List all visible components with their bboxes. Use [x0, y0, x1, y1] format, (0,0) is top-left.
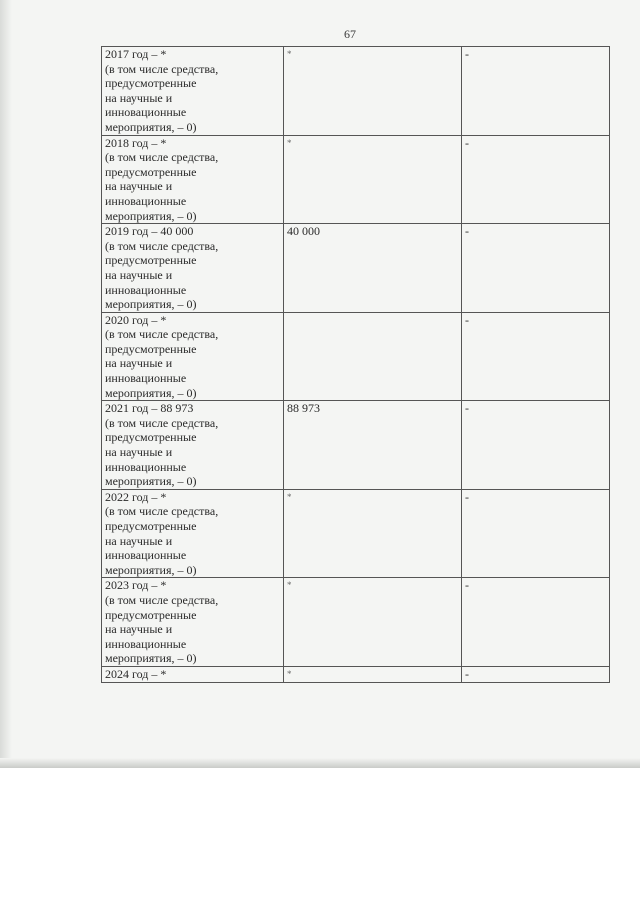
- other-sources-value: -: [465, 666, 469, 681]
- year-cell: [102, 224, 284, 313]
- table-row: [102, 135, 610, 224]
- amount-cell: [284, 401, 462, 490]
- year-cell: [102, 578, 284, 667]
- year-amount-text: 2019 год – 40 000: [105, 224, 194, 239]
- amount-cell: [284, 224, 462, 313]
- other-sources-cell: [462, 489, 610, 578]
- note-line: (в том числе средства,: [105, 592, 219, 607]
- other-sources-value: -: [465, 47, 469, 61]
- amount-cell: [284, 312, 462, 401]
- note-line: предусмотренные: [105, 519, 197, 533]
- other-sources-cell: [462, 135, 610, 224]
- amount-value: *: [287, 491, 292, 502]
- note-line: предусмотренные: [105, 430, 197, 445]
- scan-shadow-left: [0, 0, 12, 768]
- year-amount-text: 2021 год – 88 973: [105, 401, 194, 416]
- amount-cell: [284, 666, 462, 682]
- table-row: [102, 578, 610, 667]
- other-sources-cell: [462, 666, 610, 682]
- year-cell: [102, 135, 284, 224]
- note-line: инновационные: [105, 636, 187, 651]
- other-sources-value: -: [465, 489, 469, 504]
- other-sources-value: -: [465, 578, 469, 593]
- note-line: мероприятия, – 0): [105, 474, 197, 489]
- other-sources-value: -: [465, 224, 469, 239]
- table-row: [102, 47, 610, 136]
- table-row: [102, 489, 610, 578]
- note-line: предусмотренные: [105, 341, 197, 356]
- note-line: (в том числе средства,: [105, 238, 219, 253]
- year-cell: [102, 401, 284, 490]
- table-row: [102, 312, 610, 401]
- year-amount-text: 2017 год – *: [105, 47, 167, 61]
- note-line: (в том числе средства,: [105, 415, 219, 430]
- note-line: инновационные: [105, 282, 187, 297]
- year-cell: [102, 666, 284, 682]
- other-sources-value: -: [465, 312, 469, 327]
- year-amount-text: 2020 год – *: [105, 312, 167, 327]
- note-line: предусмотренные: [105, 76, 197, 91]
- table-row: [102, 224, 610, 313]
- funding-table: [101, 46, 610, 683]
- note-line: мероприятия, – 0): [105, 297, 197, 312]
- note-line: (в том числе средства,: [105, 61, 219, 76]
- note-line: (в том числе средства,: [105, 504, 219, 519]
- note-line: на научные и: [105, 90, 173, 105]
- other-sources-cell: [462, 47, 610, 136]
- amount-cell: [284, 489, 462, 578]
- note-line: мероприятия, – 0): [105, 651, 197, 666]
- page-number: 67: [344, 27, 356, 41]
- note-line: мероприятия, – 0): [105, 119, 197, 134]
- note-line: инновационные: [105, 105, 187, 120]
- note-line: инновационные: [105, 193, 187, 208]
- note-line: инновационные: [105, 548, 187, 563]
- other-sources-cell: [462, 401, 610, 490]
- funding-table-wrapper: [101, 46, 602, 681]
- note-line: на научные и: [105, 533, 173, 548]
- year-amount-text: 2024 год – *: [105, 666, 167, 681]
- amount-value: 40 000: [287, 224, 320, 239]
- note-line: инновационные: [105, 371, 187, 386]
- funding-table-body: [102, 47, 610, 683]
- year-cell: [102, 312, 284, 401]
- year-cell: [102, 489, 284, 578]
- amount-value: *: [287, 580, 292, 591]
- note-line: на научные и: [105, 179, 173, 194]
- amount-value: 88 973: [287, 401, 320, 416]
- amount-value: *: [287, 668, 292, 679]
- amount-cell: [284, 47, 462, 136]
- table-row: [102, 401, 610, 490]
- amount-cell: [284, 135, 462, 224]
- other-sources-cell: [462, 312, 610, 401]
- scan-shadow-bottom: [0, 758, 640, 768]
- amount-cell: [284, 578, 462, 667]
- note-line: предусмотренные: [105, 164, 197, 179]
- amount-value: *: [287, 137, 292, 148]
- year-amount-text: 2022 год – *: [105, 489, 167, 504]
- other-sources-value: -: [465, 401, 469, 416]
- year-amount-text: 2018 год – *: [105, 135, 167, 150]
- amount-value: *: [287, 49, 292, 59]
- note-line: (в том числе средства,: [105, 327, 219, 342]
- note-line: мероприятия, – 0): [105, 208, 197, 223]
- note-line: предусмотренные: [105, 607, 197, 622]
- other-sources-cell: [462, 224, 610, 313]
- note-line: (в том числе средства,: [105, 150, 219, 165]
- other-sources-cell: [462, 578, 610, 667]
- note-line: на научные и: [105, 267, 173, 282]
- year-cell: [102, 47, 284, 136]
- other-sources-value: -: [465, 135, 469, 150]
- note-line: на научные и: [105, 356, 173, 371]
- note-line: инновационные: [105, 459, 187, 474]
- year-amount-text: 2023 год – *: [105, 578, 167, 593]
- table-row: [102, 666, 610, 682]
- note-line: на научные и: [105, 445, 173, 460]
- note-line: на научные и: [105, 622, 173, 637]
- note-line: мероприятия, – 0): [105, 562, 197, 577]
- note-line: предусмотренные: [105, 253, 197, 268]
- note-line: мероприятия, – 0): [105, 385, 197, 400]
